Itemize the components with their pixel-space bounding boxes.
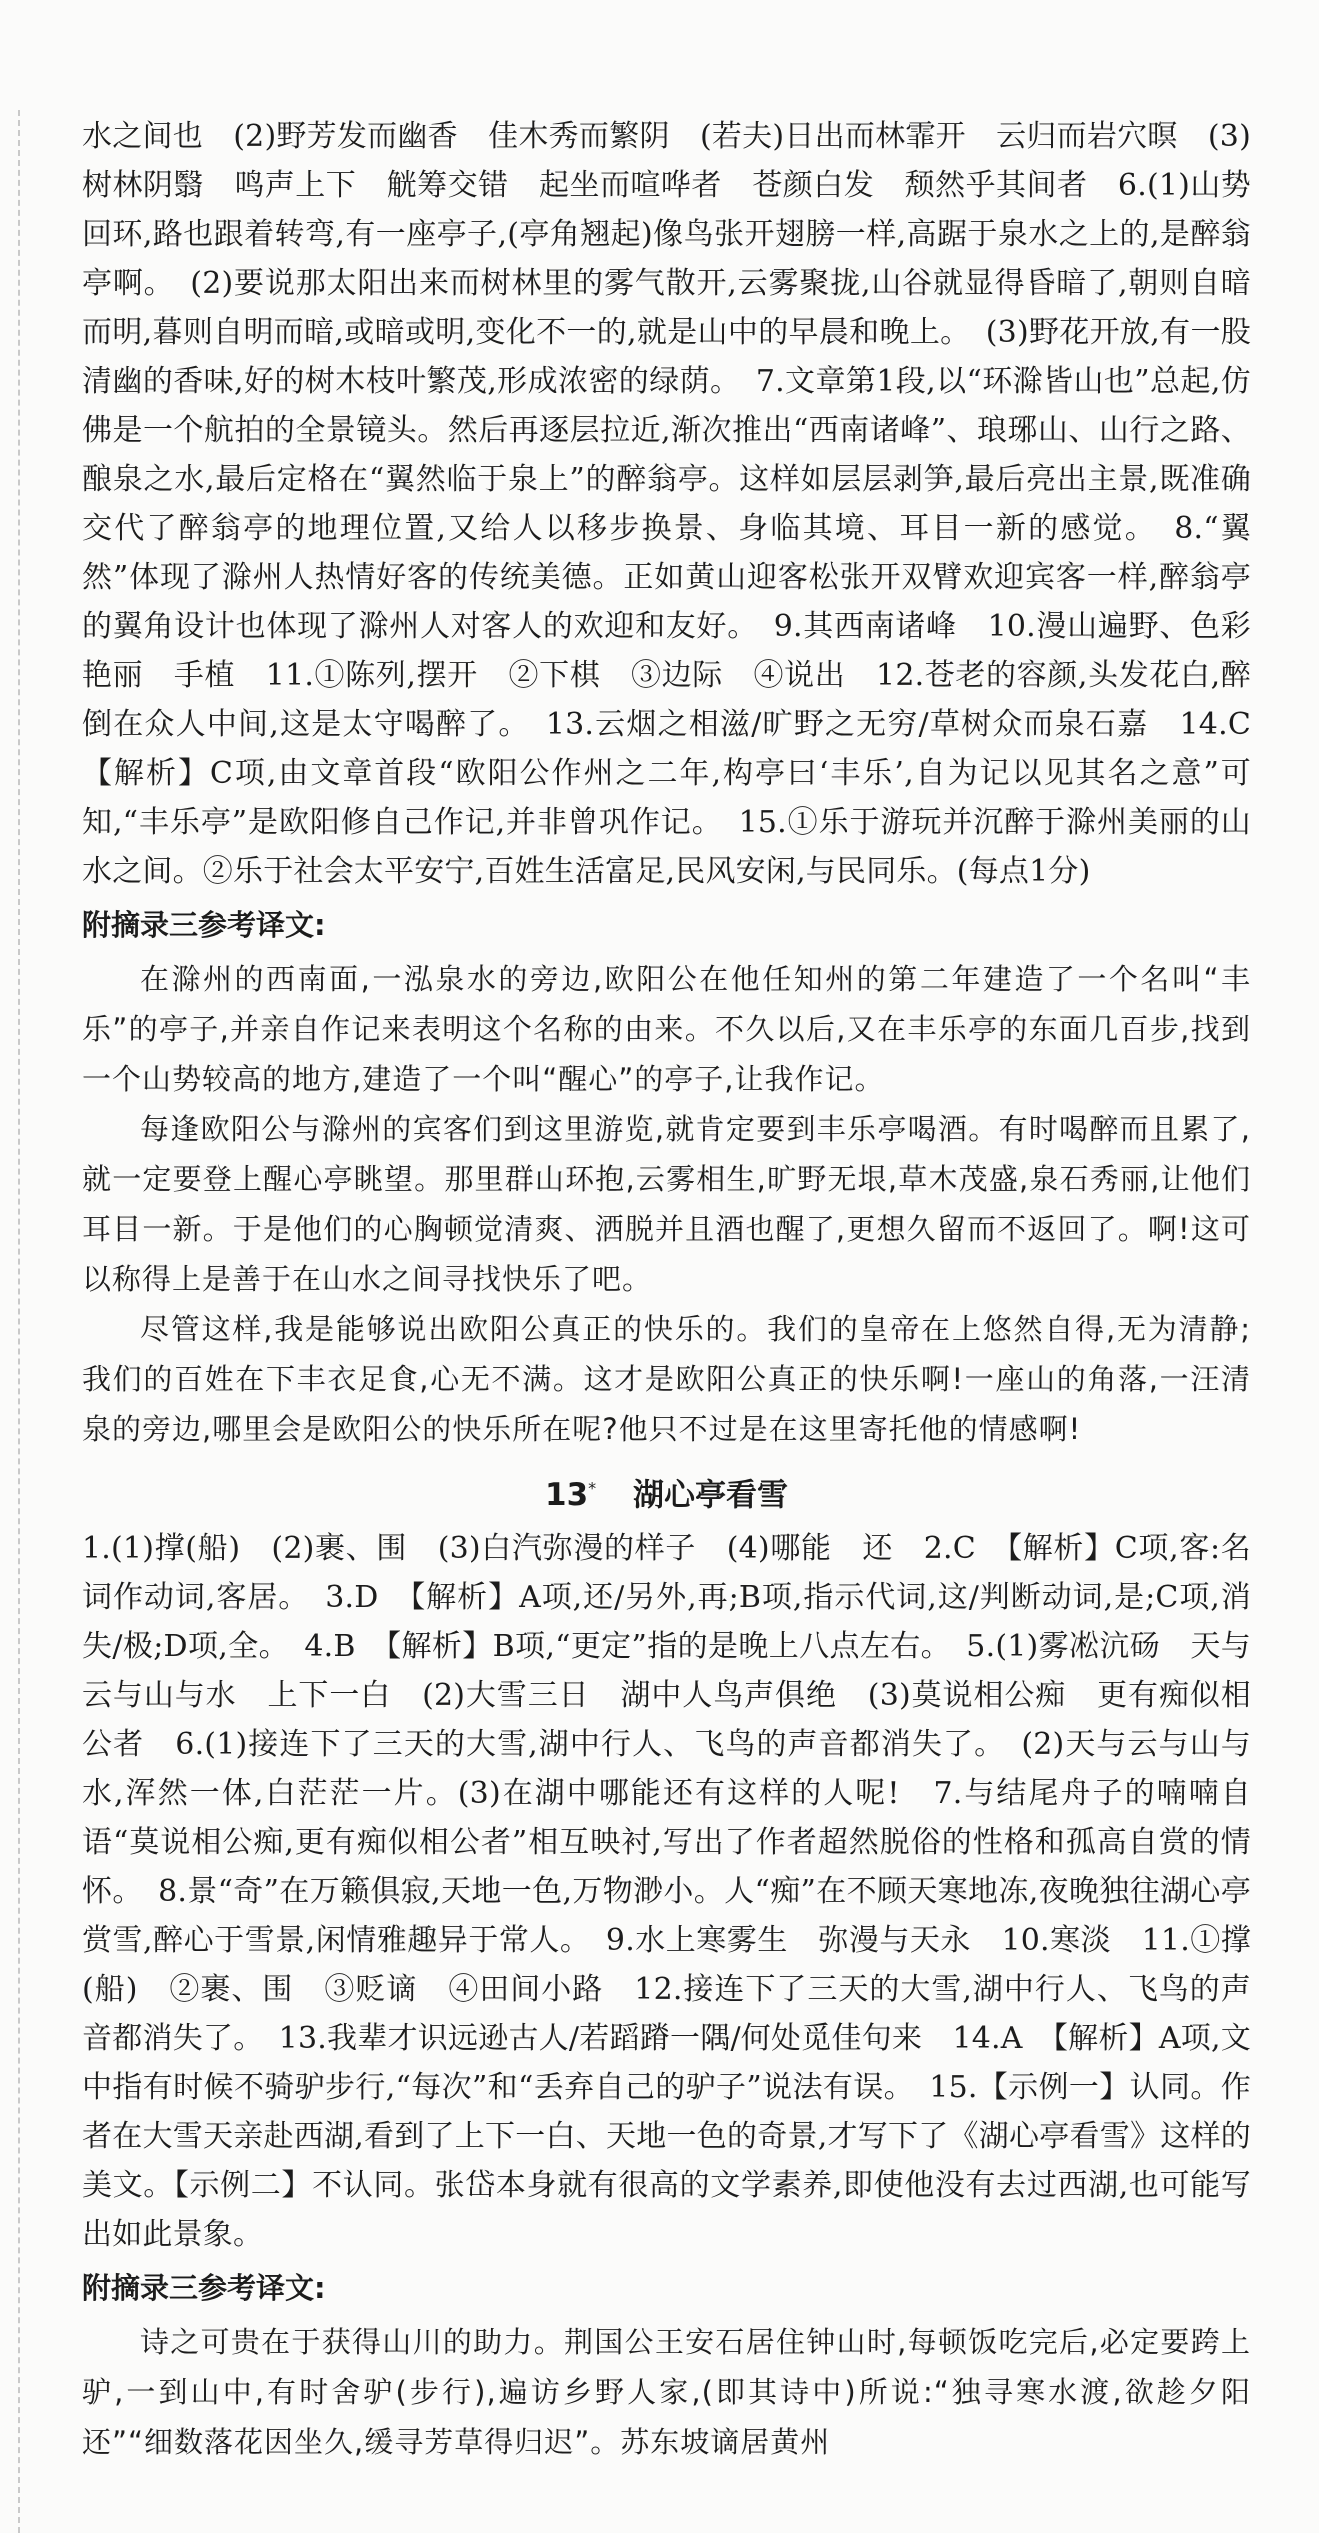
translation-paragraph: 在滁州的西南面,一泓泉水的旁边,欧阳公在他任知州的第二年建造了一个名叫“丰乐”的亭子,并亲自作记来表明这个名称的由来。不久以后,又在丰乐亭的东面几百步,找到一个山势较高的地方,建造了一个叫“醒心”的亭子,让我作记。 (82, 962, 1251, 1096)
section-title: 湖心亭看雪 (632, 1477, 788, 1514)
essay-answer-text: 水之间也 (2)野芳发而幽香 佳木秀而繁阴 (若夫)日出而林霏开 云归而岩穴暝 (3)树林阴翳 鸣声上下 觥筹交错 起坐而喧哗者 苍颜白发 颓然乎其间者 6.(1)山势回环,路也跟着转弯,有一座亭子,(亭角翘起)像鸟张开翅膀一样,高踞于泉水之上的,是醉翁亭啊。 (2)要说那太阳出来而树林里的雾气散开,云雾聚拢,山谷就显得昏暗了,朝则自暗而明,暮则自明而暗,或暗或明,变化不一的,就是山中的早晨和晚上。 (3)野花开放,有一股清幽的香味,好的树木枝叶繁茂,形成浓密的绿荫。 7.文章第1段,以“环滁皆山也”总起,仿佛是一个航拍的全景镜头。然后再逐层拉近,渐次推出“西南诸峰”、琅琊山、山行之路、酿泉之水,最后定格在“翼然临于泉上”的醉翁亭。这样如层层剥笋,最后亮出主景,既准确交代了醉翁亭的地理位置,又给人以移步换景、身临其境、耳目一新的感觉。 8.“翼然”体现了滁州人热情好客的传统美德。正如黄山迎客松张开双臂欢迎宾客一样,醉翁亭的翼角设计也体现了滁州人对客人的欢迎和友好。 9.其西南诸峰 10.漫山遍野、色彩艳丽 手植 11.①陈列,摆开 ②下棋 ③边际 ④说出 12.苍老的容颜,头发花白,醉倒在众人中间,这是太守喝醉了。 13.云烟之相滋/旷野之无穷/草树众而泉石嘉 14.C 【解析】C项,由文章首段“欧阳公作州之二年,构亭曰‘丰乐’,自为记以见其名之意”可知,“丰乐亭”是欧阳修自己作记,并非曾巩作记。 15.①乐于游玩并沉醉于滁州美丽的山水之间。②乐于社会太平安宁,百姓生活富足,民风安闲,与民同乐。(每点1分) (82, 119, 1282, 889)
margin-dash-line (18, 110, 20, 2533)
section-translation (82, 2265, 1251, 2467)
section-answer-block (82, 1524, 1251, 2259)
translation-paragraph: 尽管这样,我是能够说出欧阳公真正的快乐的。我们的皇帝在上悠然自得,无为清静;我们的百姓在下丰衣足食,心无不满。这才是欧阳公真正的快乐啊!一座山的角落,一汪清泉的旁边,哪里会是欧阳公的快乐所在呢?他只不过是在这里寄托他的情感啊! (82, 1312, 1251, 1446)
section-heading (82, 1464, 1251, 1520)
translation-paragraph: 诗之可贵在于获得山川的助力。荆国公王安石居住钟山时,每顿饭吃完后,必定要跨上驴,一到山中,有时舍驴(步行),遍访乡野人家,(即其诗中)所说:“独寻寒水渡,欲趁夕阳还”“细数落花因坐久,缓寻芳草得归迟”。苏东坡谪居黄州 (82, 2325, 1251, 2460)
essay-translation (82, 902, 1251, 1454)
section-mark: * (588, 1479, 597, 1498)
translation-heading: 附摘录三参考译文: (82, 908, 326, 942)
section-number: 13* (545, 1477, 597, 1514)
section-answer-text: 1.(1)撑(船) (2)裹、围 (3)白汽弥漫的样子 (4)哪能 还 2.C 【解析】C项,客:名词作动词,客居。 3.D 【解析】A项,还/另外,再;B项,指示代词,这/判断动词,是;C项,消失/极;D项,全。 4.B 【解析】B项,“更定”指的是晚上八点左右。 5.(1)雾凇沆砀 天与云与山与水 上下一白 (2)大雪三日 湖中人鸟声俱绝 (3)莫说相公痴 更有痴似相公者 6.(1)接连下了三天的大雪,湖中行人、飞鸟的声音都消失了。 (2)天与云与山与水,浑然一体,白茫茫一片。(3)在湖中哪能还有这样的人呢! 7.与结尾舟子的喃喃自语“莫说相公痴,更有痴似相公者”相互映衬,写出了作者超然脱俗的性格和孤高自赏的情怀。 8.景“奇”在万籁俱寂,天地一色,万物渺小。人“痴”在不顾天寒地冻,夜晚独往湖心亭赏雪,醉心于雪景,闲情雅趣异于常人。 9.水上寒雾生 弥漫与天永 10.寒淡 11.①撑(船) ②裹、围 ③贬谪 ④田间小路 12.接连下了三天的大雪,湖中行人、飞鸟的声音都消失了。 13.我辈才识远逊古人/若蹈蹐一隅/何处觅佳句来 14.A 【解析】A项,文中指有时候不骑驴步行,“每次”和“丢弃自己的驴子”说法有误。 15.【示例一】认同。作者在大雪天亲赴西湖,看到了上下一白、天地一色的奇景,才写下了《湖心亭看雪》这样的美文。【示例二】不认同。张岱本身就有很高的文学素养,即使他没有去过西湖,也可能写出如此景象。 (82, 1531, 1251, 2253)
translation-paragraph: 每逢欧阳公与滁州的宾客们到这里游览,就肯定要到丰乐亭喝酒。有时喝醉而且累了,就一定要登上醒心亭眺望。那里群山环抱,云雾相生,旷野无垠,草木茂盛,泉石秀丽,让他们耳目一新。于是他们的心胸顿觉清爽、洒脱并且酒也醒了,更想久留而不返回了。啊!这可以称得上是善于在山水之间寻找快乐了吧。 (82, 1112, 1251, 1296)
essay-answer-block (82, 112, 1282, 896)
translation-heading: 附摘录三参考译文: (82, 2271, 326, 2306)
